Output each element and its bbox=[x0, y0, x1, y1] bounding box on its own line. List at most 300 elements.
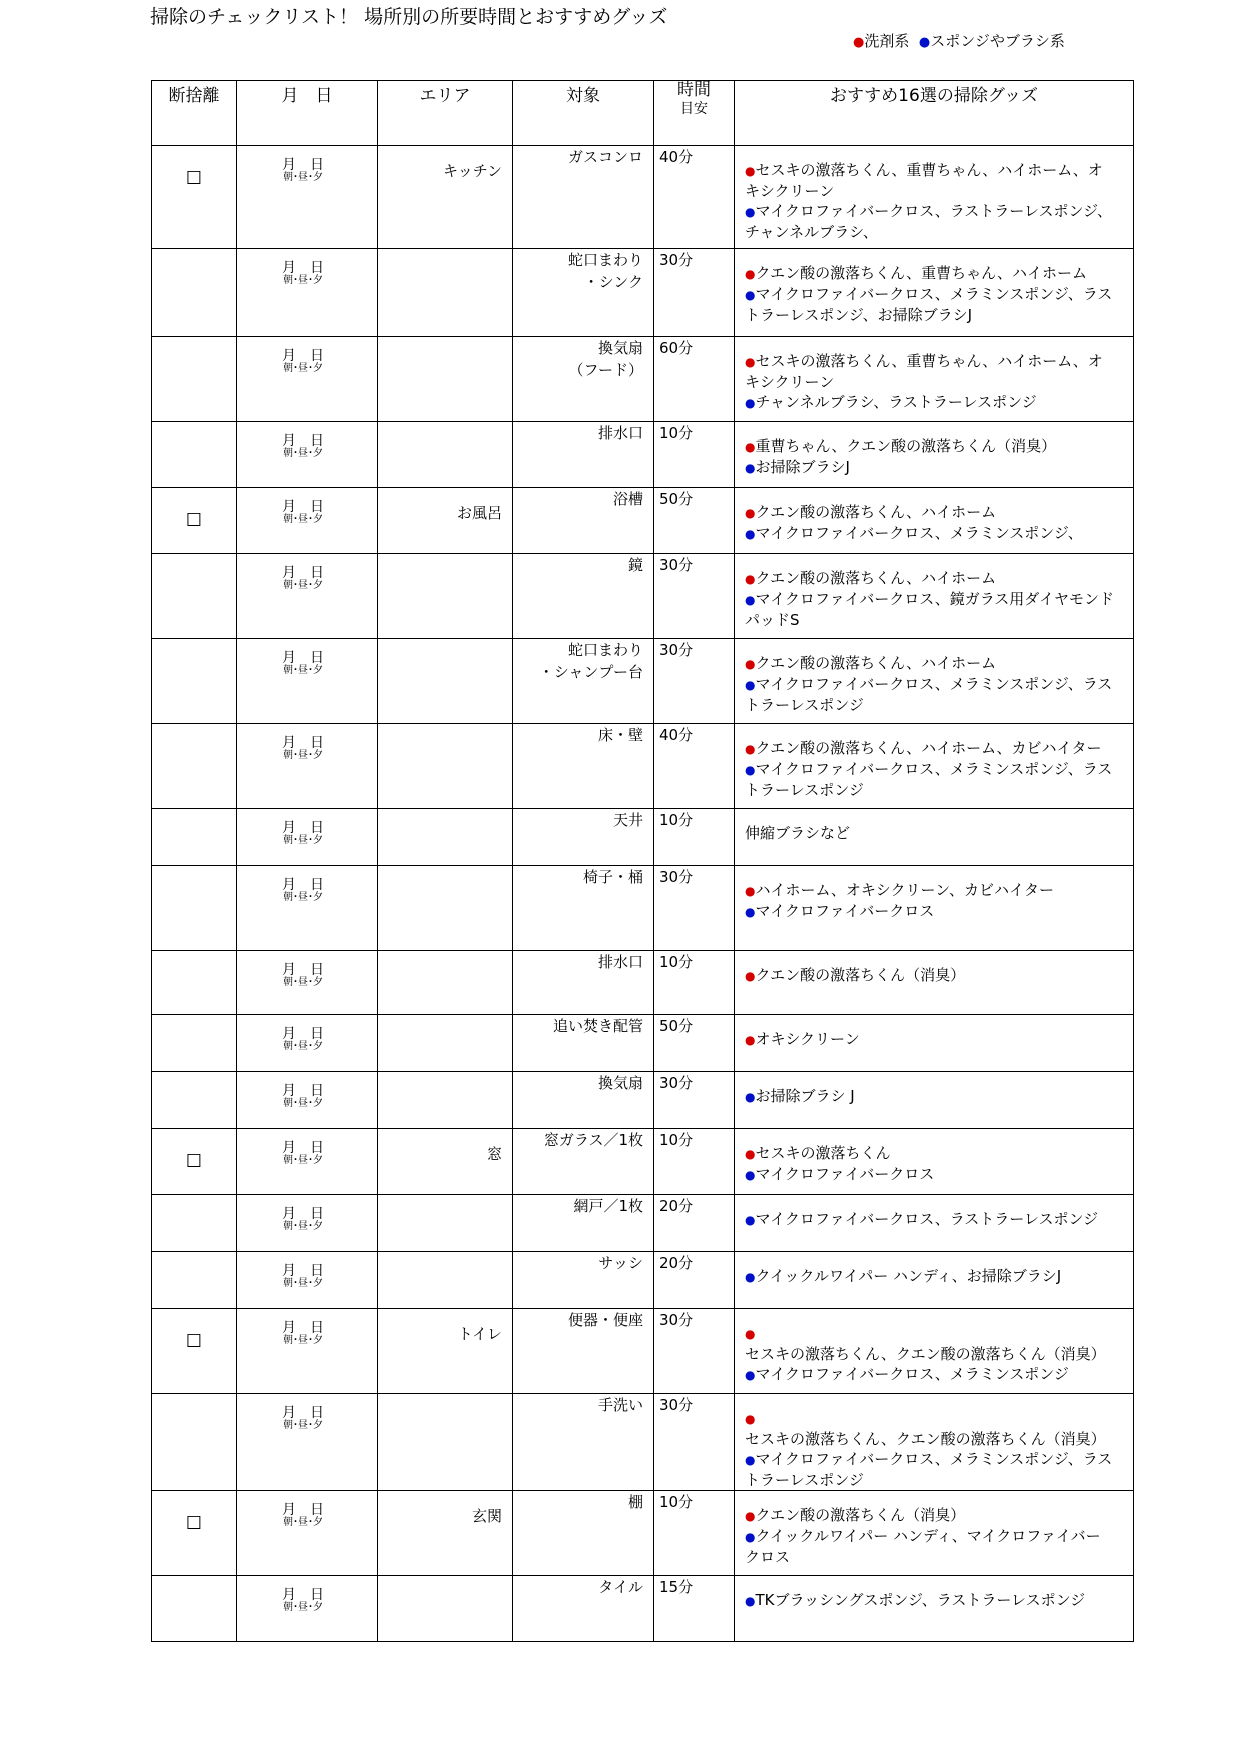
target-label: 換気扇 bbox=[597, 1074, 643, 1092]
date-month-day[interactable]: 月 日 bbox=[282, 1405, 324, 1421]
goods-sponge: ●お掃除ブラシ J bbox=[745, 1087, 855, 1105]
target-label: 排水口 bbox=[597, 953, 643, 971]
time-estimate: 40分 bbox=[659, 726, 694, 744]
target-label: 窓ガラス／1枚 bbox=[543, 1131, 643, 1149]
goods-list bbox=[735, 639, 1133, 715]
goods-sponge: ●マイクロファイバークロス、メラミンスポンジ、ラストラーレスポンジ bbox=[745, 760, 1113, 799]
red-dot-icon: ● bbox=[745, 572, 756, 586]
date-month-day[interactable]: 月 日 bbox=[282, 1502, 324, 1518]
date-month-day[interactable]: 月 日 bbox=[282, 499, 324, 515]
red-dot-icon: ● bbox=[745, 1147, 756, 1161]
header-date: 月 日 bbox=[237, 81, 378, 146]
goods-cell bbox=[735, 1015, 1134, 1072]
time-estimate: 15分 bbox=[659, 1578, 694, 1596]
time-cell bbox=[654, 488, 735, 554]
red-dot-icon: ● bbox=[745, 1509, 756, 1523]
goods-sponge: ●マイクロファイバークロス bbox=[745, 1165, 935, 1183]
target-cell bbox=[513, 1072, 654, 1129]
header-time bbox=[654, 81, 735, 146]
goods-list bbox=[735, 1015, 1133, 1050]
red-dot-icon: ● bbox=[745, 440, 756, 454]
legend bbox=[853, 30, 1065, 51]
goods-cell bbox=[735, 1309, 1134, 1394]
date-time-of-day[interactable]: 朝･昼･夕 bbox=[283, 448, 323, 459]
date-cell bbox=[237, 146, 378, 249]
target-label: 便器・便座 bbox=[567, 1311, 643, 1329]
date-cell bbox=[237, 337, 378, 422]
target-cell bbox=[513, 951, 654, 1015]
date-month-day[interactable]: 月 日 bbox=[282, 565, 324, 581]
check-cell bbox=[152, 422, 237, 488]
area-cell bbox=[378, 1252, 513, 1309]
area-label: トイレ bbox=[457, 1325, 502, 1343]
time-estimate: 10分 bbox=[659, 811, 694, 829]
goods-list bbox=[735, 554, 1133, 630]
check-cell bbox=[152, 951, 237, 1015]
date-cell bbox=[237, 1195, 378, 1252]
goods-detergent: ●クエン酸の激落ちくん、ハイホーム bbox=[745, 503, 997, 521]
date-time-of-day[interactable]: 朝･昼･夕 bbox=[283, 275, 323, 286]
check-cell bbox=[152, 249, 237, 337]
goods-cell bbox=[735, 809, 1134, 866]
time-cell bbox=[654, 422, 735, 488]
time-estimate: 40分 bbox=[659, 148, 694, 166]
area-cell bbox=[378, 1072, 513, 1129]
date-cell bbox=[237, 1129, 378, 1195]
area-cell bbox=[378, 1015, 513, 1072]
goods-sponge: ●お掃除ブラシJ bbox=[745, 458, 850, 476]
time-estimate: 30分 bbox=[659, 868, 694, 886]
check-cell bbox=[152, 1576, 237, 1642]
target-label: 追い焚き配管 bbox=[552, 1017, 643, 1035]
time-estimate: 30分 bbox=[659, 556, 694, 574]
check-cell bbox=[152, 639, 237, 724]
date-month-day[interactable]: 月 日 bbox=[282, 433, 324, 449]
goods-detergent: ●クエン酸の激落ちくん（消臭） bbox=[745, 966, 966, 984]
goods-cell bbox=[735, 1394, 1134, 1491]
time-estimate: 50分 bbox=[659, 490, 694, 508]
date-cell bbox=[237, 1252, 378, 1309]
target-cell bbox=[513, 1576, 654, 1642]
red-dot-icon: ● bbox=[745, 884, 756, 898]
target-cell bbox=[513, 422, 654, 488]
date-cell bbox=[237, 554, 378, 639]
target-cell bbox=[513, 1129, 654, 1195]
target-label: 椅子・桶 bbox=[582, 868, 643, 886]
table-row bbox=[152, 951, 1134, 1015]
goods-list bbox=[735, 1576, 1133, 1611]
time-estimate: 30分 bbox=[659, 251, 694, 269]
red-dot-icon: ● bbox=[745, 164, 756, 178]
target-label: 網戸／1枚 bbox=[573, 1197, 643, 1215]
legend-detergent: 洗剤系 bbox=[864, 32, 910, 50]
goods-sponge: ●マイクロファイバークロス bbox=[745, 902, 935, 920]
goods-cell bbox=[735, 488, 1134, 554]
date-month-day[interactable]: 月 日 bbox=[282, 1206, 324, 1222]
area-cell bbox=[378, 1309, 513, 1394]
legend-sponge: スポンジやブラシ系 bbox=[930, 32, 1065, 50]
time-estimate: 20分 bbox=[659, 1254, 694, 1272]
declutter-checkbox[interactable]: ☐ bbox=[185, 1331, 203, 1352]
goods-detergent: ●クエン酸の激落ちくん、ハイホーム bbox=[745, 569, 997, 587]
blue-dot-icon: ● bbox=[745, 1213, 756, 1227]
red-dot-icon: ● bbox=[745, 1033, 756, 1047]
area-label: 玄関 bbox=[471, 1507, 502, 1525]
date-time-of-day[interactable]: 朝･昼･夕 bbox=[283, 580, 323, 591]
date-time-of-day[interactable]: 朝･昼･夕 bbox=[283, 363, 323, 374]
header-target: 対象 bbox=[513, 81, 654, 146]
time-estimate: 10分 bbox=[659, 1493, 694, 1511]
red-dot-icon: ● bbox=[853, 35, 865, 50]
table-row bbox=[152, 337, 1134, 422]
area-cell bbox=[378, 1576, 513, 1642]
check-cell bbox=[152, 1015, 237, 1072]
goods-list bbox=[735, 809, 1133, 843]
check-cell bbox=[152, 554, 237, 639]
goods-detergent: ●セスキの激落ちくん、重曹ちゃん、ハイホーム、オキシクリーン bbox=[745, 352, 1103, 391]
header-area: エリア bbox=[378, 81, 513, 146]
time-estimate: 10分 bbox=[659, 1131, 694, 1149]
check-cell bbox=[152, 1129, 237, 1195]
goods-cell bbox=[735, 639, 1134, 724]
area-cell bbox=[378, 422, 513, 488]
time-estimate: 10分 bbox=[659, 953, 694, 971]
table-row bbox=[152, 809, 1134, 866]
blue-dot-icon: ● bbox=[745, 593, 756, 607]
target-cell bbox=[513, 1309, 654, 1394]
blue-dot-icon: ● bbox=[745, 205, 756, 219]
time-cell bbox=[654, 1576, 735, 1642]
goods-list bbox=[735, 866, 1133, 922]
goods-list bbox=[735, 146, 1133, 242]
goods-cell bbox=[735, 249, 1134, 337]
goods-detergent: ●セスキの激落ちくん、重曹ちゃん、ハイホーム、オキシクリーン bbox=[745, 161, 1103, 200]
date-month-day[interactable]: 月 日 bbox=[282, 1320, 324, 1336]
date-time-of-day[interactable]: 朝･昼･夕 bbox=[283, 1335, 323, 1346]
time-cell bbox=[654, 1491, 735, 1576]
target-cell bbox=[513, 866, 654, 951]
target-label: 手洗い bbox=[597, 1396, 643, 1414]
target-cell bbox=[513, 1394, 654, 1491]
target-cell bbox=[513, 249, 654, 337]
date-cell bbox=[237, 866, 378, 951]
time-cell bbox=[654, 809, 735, 866]
date-month-day[interactable]: 月 日 bbox=[282, 1083, 324, 1099]
blue-dot-icon: ● bbox=[745, 461, 756, 475]
target-cell bbox=[513, 1252, 654, 1309]
time-cell bbox=[654, 337, 735, 422]
time-cell bbox=[654, 1252, 735, 1309]
target-label: 鏡 bbox=[627, 556, 643, 574]
area-cell bbox=[378, 724, 513, 809]
header-row bbox=[152, 81, 1134, 146]
goods-detergent: ●セスキの激落ちくん、クエン酸の激落ちくん（消臭） bbox=[745, 1412, 1106, 1448]
time-cell bbox=[654, 1072, 735, 1129]
date-time-of-day[interactable]: 朝･昼･夕 bbox=[283, 977, 323, 988]
target-cell bbox=[513, 809, 654, 866]
area-label: 窓 bbox=[486, 1145, 502, 1163]
goods-detergent: ●重曹ちゃん、クエン酸の激落ちくん（消臭） bbox=[745, 437, 1057, 455]
time-cell bbox=[654, 1195, 735, 1252]
blue-dot-icon: ● bbox=[745, 527, 756, 541]
area-cell bbox=[378, 1195, 513, 1252]
blue-dot-icon: ● bbox=[745, 396, 756, 410]
declutter-checkbox[interactable]: ☐ bbox=[185, 510, 203, 531]
time-estimate: 10分 bbox=[659, 424, 694, 442]
table-row bbox=[152, 1491, 1134, 1576]
goods-list bbox=[735, 1195, 1133, 1230]
area-cell bbox=[378, 554, 513, 639]
date-time-of-day[interactable]: 朝･昼･夕 bbox=[283, 835, 323, 846]
table-row bbox=[152, 1195, 1134, 1252]
table-row bbox=[152, 1072, 1134, 1129]
target-label: タイル bbox=[598, 1578, 643, 1596]
target-cell bbox=[513, 1015, 654, 1072]
time-cell bbox=[654, 1394, 735, 1491]
date-month-day[interactable]: 月 日 bbox=[282, 877, 324, 893]
time-estimate: 30分 bbox=[659, 1074, 694, 1092]
target-label: 排水口 bbox=[597, 424, 643, 442]
goods-sponge: ●マイクロファイバークロス、メラミンスポンジ、ラストラーレスポンジ bbox=[745, 675, 1113, 714]
target-cell bbox=[513, 1195, 654, 1252]
date-month-day[interactable]: 月 日 bbox=[282, 735, 324, 751]
goods-list bbox=[735, 249, 1133, 325]
red-dot-icon: ● bbox=[745, 355, 756, 369]
goods-list bbox=[735, 1072, 1133, 1107]
goods-sponge: ●TKブラッシングスポンジ、ラストラーレスポンジ bbox=[745, 1591, 1086, 1609]
declutter-checkbox[interactable]: ☐ bbox=[185, 1513, 203, 1534]
date-cell bbox=[237, 724, 378, 809]
table-row bbox=[152, 146, 1134, 249]
table-row bbox=[152, 1015, 1134, 1072]
target-label: 浴槽 bbox=[612, 490, 643, 508]
goods-detergent: ●セスキの激落ちくん、クエン酸の激落ちくん（消臭） bbox=[745, 1327, 1106, 1363]
goods-sponge: ●クイックルワイパー ハンディ、お掃除ブラシJ bbox=[745, 1267, 1062, 1285]
time-cell bbox=[654, 724, 735, 809]
date-month-day[interactable]: 月 日 bbox=[282, 1587, 324, 1603]
goods-detergent: ●クエン酸の激落ちくん、重曹ちゃん、ハイホーム bbox=[745, 264, 1087, 282]
blue-dot-icon: ● bbox=[745, 1168, 756, 1182]
time-cell bbox=[654, 1129, 735, 1195]
date-month-day[interactable]: 月 日 bbox=[282, 962, 324, 978]
declutter-checkbox[interactable]: ☐ bbox=[185, 1151, 203, 1172]
area-cell bbox=[378, 866, 513, 951]
date-month-day[interactable]: 月 日 bbox=[282, 260, 324, 276]
blue-dot-icon: ● bbox=[745, 1530, 756, 1544]
goods-cell bbox=[735, 1072, 1134, 1129]
check-cell bbox=[152, 1394, 237, 1491]
date-time-of-day[interactable]: 朝･昼･夕 bbox=[283, 1041, 323, 1052]
goods-cell bbox=[735, 146, 1134, 249]
goods-sponge: ●マイクロファイバークロス、メラミンスポンジ、ラストラーレスポンジ bbox=[745, 1450, 1113, 1489]
table-row bbox=[152, 724, 1134, 809]
date-month-day[interactable]: 月 日 bbox=[282, 1140, 324, 1156]
table-row bbox=[152, 866, 1134, 951]
red-dot-icon: ● bbox=[745, 969, 756, 983]
time-cell bbox=[654, 951, 735, 1015]
date-month-day[interactable]: 月 日 bbox=[282, 348, 324, 364]
date-time-of-day[interactable]: 朝･昼･夕 bbox=[283, 514, 323, 525]
goods-cell bbox=[735, 951, 1134, 1015]
page-title: 掃除のチェックリスト！ 場所別の所要時間とおすすめグッズ bbox=[150, 6, 668, 28]
date-time-of-day[interactable]: 朝･昼･夕 bbox=[283, 1098, 323, 1109]
goods-sponge: ●マイクロファイバークロス、ラストラーレスポンジ bbox=[745, 1210, 1099, 1228]
goods-cell bbox=[735, 337, 1134, 422]
goods-list bbox=[735, 337, 1133, 413]
goods-list bbox=[735, 724, 1133, 800]
target-cell bbox=[513, 337, 654, 422]
date-cell bbox=[237, 249, 378, 337]
table-row bbox=[152, 1576, 1134, 1642]
date-time-of-day[interactable]: 朝･昼･夕 bbox=[283, 665, 323, 676]
target-cell bbox=[513, 1491, 654, 1576]
goods-list bbox=[735, 422, 1133, 478]
target-cell bbox=[513, 554, 654, 639]
area-label: キッチン bbox=[443, 162, 502, 180]
goods-sponge: ●マイクロファイバークロス、メラミンスポンジ、ラストラーレスポンジ、お掃除ブラシJ bbox=[745, 285, 1113, 324]
date-time-of-day[interactable]: 朝･昼･夕 bbox=[283, 1278, 323, 1289]
header-time-sub: 目安 bbox=[680, 101, 708, 117]
goods-list bbox=[735, 1394, 1133, 1490]
time-estimate: 50分 bbox=[659, 1017, 694, 1035]
check-cell bbox=[152, 1195, 237, 1252]
goods-note: 伸縮ブラシなど bbox=[745, 824, 851, 842]
time-cell bbox=[654, 249, 735, 337]
target-cell bbox=[513, 639, 654, 724]
time-cell bbox=[654, 554, 735, 639]
date-cell bbox=[237, 1309, 378, 1394]
goods-cell bbox=[735, 1195, 1134, 1252]
date-time-of-day[interactable]: 朝･昼･夕 bbox=[283, 892, 323, 903]
header-check: 断捨離 bbox=[152, 81, 237, 146]
check-cell bbox=[152, 724, 237, 809]
time-estimate: 30分 bbox=[659, 1311, 694, 1329]
check-cell bbox=[152, 1072, 237, 1129]
date-time-of-day[interactable]: 朝･昼･夕 bbox=[283, 1517, 323, 1528]
goods-cell bbox=[735, 554, 1134, 639]
blue-dot-icon: ● bbox=[745, 905, 756, 919]
date-cell bbox=[237, 488, 378, 554]
date-cell bbox=[237, 1072, 378, 1129]
time-cell bbox=[654, 1015, 735, 1072]
area-cell bbox=[378, 488, 513, 554]
date-cell bbox=[237, 809, 378, 866]
time-cell bbox=[654, 639, 735, 724]
table-row bbox=[152, 1129, 1134, 1195]
blue-dot-icon: ● bbox=[745, 1453, 756, 1467]
date-cell bbox=[237, 1394, 378, 1491]
date-time-of-day[interactable]: 朝･昼･夕 bbox=[283, 1221, 323, 1232]
table-row bbox=[152, 422, 1134, 488]
check-cell bbox=[152, 337, 237, 422]
goods-list bbox=[735, 951, 1133, 986]
date-time-of-day[interactable]: 朝･昼･夕 bbox=[283, 750, 323, 761]
goods-detergent: ●セスキの激落ちくん bbox=[745, 1144, 891, 1162]
red-dot-icon: ● bbox=[745, 1327, 756, 1341]
date-month-day[interactable]: 月 日 bbox=[282, 157, 324, 173]
area-cell bbox=[378, 1491, 513, 1576]
time-cell bbox=[654, 1309, 735, 1394]
goods-detergent: ●オキシクリーン bbox=[745, 1030, 860, 1048]
date-time-of-day[interactable]: 朝･昼･夕 bbox=[283, 1420, 323, 1431]
goods-sponge: ●クイックルワイパー ハンディ、マイクロファイバークロス bbox=[745, 1527, 1101, 1566]
goods-detergent: ●クエン酸の激落ちくん、ハイホーム、カビハイター bbox=[745, 739, 1102, 757]
date-month-day[interactable]: 月 日 bbox=[282, 650, 324, 666]
blue-dot-icon: ● bbox=[745, 1594, 756, 1608]
table-row bbox=[152, 554, 1134, 639]
area-label: お風呂 bbox=[456, 504, 502, 522]
header-goods: おすすめ16選の掃除グッズ bbox=[735, 81, 1134, 146]
goods-cell bbox=[735, 866, 1134, 951]
date-time-of-day[interactable]: 朝･昼･夕 bbox=[283, 1602, 323, 1613]
red-dot-icon: ● bbox=[745, 657, 756, 671]
goods-detergent: ●クエン酸の激落ちくん、ハイホーム bbox=[745, 654, 997, 672]
target-cell bbox=[513, 146, 654, 249]
area-cell bbox=[378, 951, 513, 1015]
date-time-of-day[interactable]: 朝･昼･夕 bbox=[283, 1155, 323, 1166]
table-row bbox=[152, 1394, 1134, 1491]
date-time-of-day[interactable]: 朝･昼･夕 bbox=[283, 172, 323, 183]
area-cell bbox=[378, 1129, 513, 1195]
goods-cell bbox=[735, 724, 1134, 809]
date-month-day[interactable]: 月 日 bbox=[282, 1026, 324, 1042]
check-cell bbox=[152, 809, 237, 866]
table-row bbox=[152, 1309, 1134, 1394]
goods-list bbox=[735, 1491, 1133, 1567]
area-cell bbox=[378, 249, 513, 337]
declutter-checkbox[interactable]: ☐ bbox=[185, 168, 203, 189]
goods-list bbox=[735, 1129, 1133, 1185]
date-cell bbox=[237, 1015, 378, 1072]
check-cell bbox=[152, 1252, 237, 1309]
goods-cell bbox=[735, 1129, 1134, 1195]
target-label: 天井 bbox=[612, 811, 643, 829]
time-cell bbox=[654, 146, 735, 249]
check-cell bbox=[152, 146, 237, 249]
table-row bbox=[152, 488, 1134, 554]
target-label: ガスコンロ bbox=[567, 148, 643, 166]
date-cell bbox=[237, 951, 378, 1015]
goods-detergent: ●ハイホーム、オキシクリーン、カビハイター bbox=[745, 881, 1054, 899]
check-cell bbox=[152, 1309, 237, 1394]
area-cell bbox=[378, 337, 513, 422]
header-time-label: 時間 bbox=[677, 80, 711, 100]
blue-dot-icon: ● bbox=[745, 1270, 756, 1284]
time-cell bbox=[654, 866, 735, 951]
time-estimate: 30分 bbox=[659, 1396, 694, 1414]
date-cell bbox=[237, 639, 378, 724]
goods-sponge: ●チャンネルブラシ、ラストラーレスポンジ bbox=[745, 393, 1037, 411]
red-dot-icon: ● bbox=[745, 506, 756, 520]
date-month-day[interactable]: 月 日 bbox=[282, 820, 324, 836]
time-estimate: 60分 bbox=[659, 339, 694, 357]
goods-cell bbox=[735, 1491, 1134, 1576]
check-cell bbox=[152, 1491, 237, 1576]
target-label: 蛇口まわり ・シンク bbox=[567, 251, 643, 291]
date-cell bbox=[237, 422, 378, 488]
date-cell bbox=[237, 1491, 378, 1576]
target-label: サッシ bbox=[598, 1254, 643, 1272]
blue-dot-icon: ● bbox=[745, 763, 756, 777]
table-row bbox=[152, 1252, 1134, 1309]
checklist-table bbox=[151, 80, 1134, 1642]
goods-cell bbox=[735, 1252, 1134, 1309]
table-row bbox=[152, 249, 1134, 337]
blue-dot-icon: ● bbox=[745, 1090, 756, 1104]
date-month-day[interactable]: 月 日 bbox=[282, 1263, 324, 1279]
time-estimate: 30分 bbox=[659, 641, 694, 659]
goods-sponge: ●マイクロファイバークロス、ラストラーレスポンジ、チャンネルブラシ、 bbox=[745, 202, 1112, 241]
